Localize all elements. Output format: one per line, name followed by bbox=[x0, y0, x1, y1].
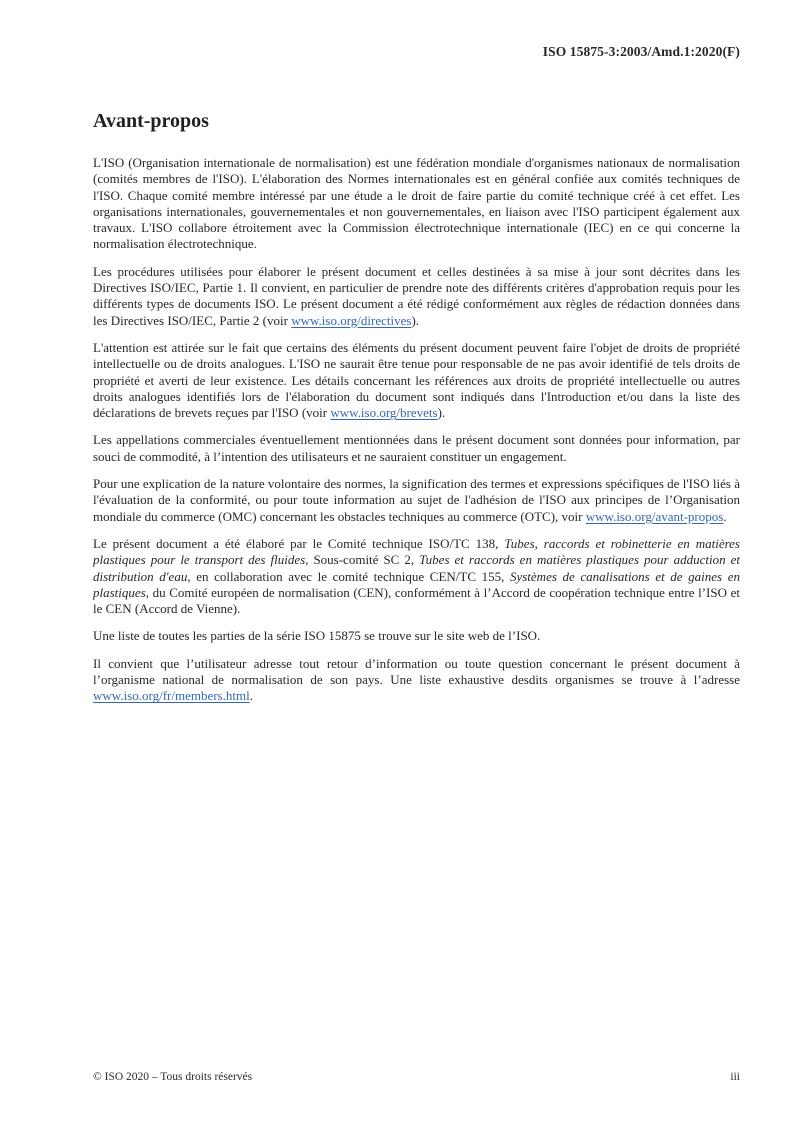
body-text: Il convient que l’utilisateur adresse tout retour d’information ou toute question concernant le présent document à l’organisme national de normalisation de son pays. Une liste exhaustive desdits organismes se trouve à l’adresse bbox=[93, 655, 740, 688]
paragraph bbox=[93, 340, 740, 421]
paragraph bbox=[93, 656, 740, 705]
body-text: , en collaboration avec le comité technique CEN/TC 155, bbox=[187, 568, 510, 584]
paragraph bbox=[93, 264, 740, 329]
body-text: , du Comité européen de normalisation (CEN), conformément à l’Accord de coopération technique entre l’ISO et le CEN (Accord de Vienne). bbox=[93, 584, 740, 617]
page-number: iii bbox=[730, 1071, 740, 1083]
body-text: Une liste de toutes les parties de la série ISO 15875 se trouve sur le site web de l’ISO. bbox=[93, 628, 541, 644]
italic-text: Systèmes de canalisations et de gaines en plastiques bbox=[93, 568, 740, 600]
hyperlink[interactable]: www.iso.org/fr/members.html bbox=[93, 688, 250, 704]
body-text: Les procédures utilisées pour élaborer le présent document et celles destinées à sa mise à jour sont décrites dans les Directives ISO/IEC, Partie 1. Il convient, en particulier de prendre note des différents critères d'approbation requis pour les différents types de documents ISO. Le présent document a été rédigé conformément aux règles de rédaction données dans les Directives ISO/IEC, Partie 2 (voir bbox=[93, 263, 740, 328]
body-text: L'ISO (Organisation internationale de normalisation) est une fédération mondiale d'organismes nationaux de normalisation (comités membres de l'ISO). L'élaboration des Normes internationales est en général confiée aux comités techniques de l'ISO. Chaque comité membre intéressé par une étude a le droit de faire partie du comité technique créé à cet effet. Les organisations internationales, gouvernementales et non gouvernementales, en liaison avec l'ISO participent également aux travaux. L'ISO collabore étroitement avec la Commission électrotechnique internationale (IEC) en ce qui concerne la normalisation électrotechnique. bbox=[93, 155, 740, 252]
body-text: Les appellations commerciales éventuellement mentionnées dans le présent document sont données pour information, par souci de commodité, à l’intention des utilisateurs et ne sauraient constituer un engagement. bbox=[93, 432, 740, 464]
body-text: . bbox=[249, 688, 253, 704]
paragraph bbox=[93, 432, 740, 465]
document-reference: ISO 15875-3:2003/Amd.1:2020(F) bbox=[542, 44, 740, 59]
paragraph bbox=[93, 155, 740, 253]
page-footer bbox=[93, 1071, 740, 1083]
body-text: ). bbox=[437, 405, 446, 421]
paragraph bbox=[93, 476, 740, 525]
hyperlink[interactable]: www.iso.org/directives bbox=[291, 312, 412, 328]
body-text: Le présent document a été élaboré par le Comité technique ISO/TC 138, bbox=[93, 535, 505, 551]
body-text: , Sous-comité SC 2, bbox=[305, 552, 420, 568]
copyright-notice: © ISO 2020 – Tous droits réservés bbox=[93, 1071, 253, 1083]
foreword-body bbox=[93, 155, 740, 705]
body-text: L'attention est attirée sur le fait que certains des éléments du présent document peuvent faire l'objet de droits de propriété intellectuelle ou de droits analogues. L'ISO ne saurait être tenue pour responsable de ne pas avoir identifié de tels droits de propriété et averti de leur existence. Les détails concernant les références aux droits de propriété intellectuelle ou autres droits analogues identifiés lors de l'élaboration du document sont indiqués dans l'Introduction et/ou dans la liste des déclarations de brevets reçues par l'ISO (voir bbox=[93, 339, 740, 421]
page-title: Avant-propos bbox=[93, 110, 209, 132]
hyperlink[interactable]: www.iso.org/brevets bbox=[330, 405, 438, 421]
body-text: . bbox=[723, 508, 727, 524]
italic-text: Tubes, raccords et robinetterie en matières plastiques pour le transport des fluides bbox=[93, 535, 740, 568]
paragraph bbox=[93, 628, 740, 644]
italic-text: Tubes et raccords en matières plastiques pour adduction et distribution d'eau bbox=[93, 552, 740, 584]
body-text: Pour une explication de la nature volontaire des normes, la signification des termes et expressions spécifiques de l'ISO liés à l'évaluation de la conformité, ou pour toute information au sujet de l'adhésion de l'ISO aux principes de l’Organisation mondiale du commerce (OMC) concernant les obstacles techniques au commerce (OTC), voir bbox=[93, 476, 740, 524]
hyperlink[interactable]: www.iso.org/avant-propos bbox=[585, 508, 724, 524]
page-header bbox=[93, 44, 740, 60]
page-content bbox=[93, 109, 740, 705]
body-text: ). bbox=[411, 312, 420, 328]
paragraph bbox=[93, 536, 740, 617]
